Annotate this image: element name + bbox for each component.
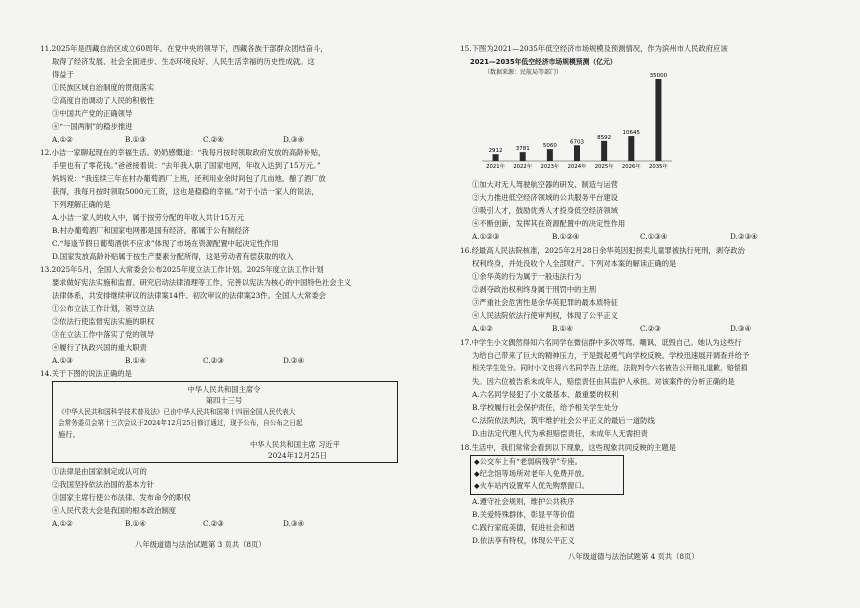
q13-stem-3: 法律体系，共安排继续审议的法律案14件、初次审议的法律案23件。全国人大常委会 — [52, 291, 326, 300]
q11-stem-2: 取得了经济发展、社会全面进步、生态环境良好、人民生活幸福的历史性成就。这 — [52, 57, 315, 66]
q16-option-c: C.②③ — [640, 324, 661, 333]
chart-data-label: 2912 — [488, 148, 503, 155]
q12-stem-5: 下列理解正确的是 — [52, 200, 111, 209]
q14-option-b: B.①④ — [125, 519, 146, 528]
q13-stem-1: 13.2025年5月，全国人大常委会公布2025年度立法工作计划。2025年度立法工作计划 — [40, 265, 324, 274]
q18-option-b: B.关爱特殊群体，彰显平等价值 — [472, 510, 575, 519]
q15-item-3: ③吸引人才，鼓励优秀人才投身低空经济领域 — [472, 206, 618, 215]
q12-stem-4: 获得，我每月按时领取5000元工资，这也是稳稳的幸福。”对于小洁一家人的说法， — [52, 187, 319, 196]
q18-phenomenon-1: ◆公交车上有“老弱病残孕”专座。 — [474, 457, 582, 466]
q11-option-d: D.③④ — [283, 135, 304, 144]
q11-item-3: ③中国共产党的正确领导 — [52, 109, 133, 118]
left-page-footer: 八年级道德与法治试题第 3 页共（8页） — [135, 540, 266, 549]
q13-item-3: ③在立法工作中落实了党的领导 — [52, 330, 155, 339]
chart-tick-label: 2023年 — [540, 164, 560, 170]
chart-tick-label: 2021年 — [486, 164, 505, 170]
chart-data-label: 6703 — [570, 139, 584, 146]
q15-option-b: B.①②④ — [552, 232, 580, 241]
q17-option-a: A.六名同学侵犯了小文最基本、最重要的权利 — [472, 390, 619, 399]
q13-stem-2: 要求做好宪法实施和监督、研究启动法律清理等工作，完善以宪法为核心的中国特色社会主义 — [52, 278, 352, 287]
q15-option-c: C.①③④ — [640, 232, 668, 241]
q14-option-d: D.③④ — [283, 519, 304, 528]
q17-option-d: D.由法定代理人代为承担赔偿责任，未成年人无需担责 — [472, 429, 648, 438]
q13-option-c: C.②③ — [203, 356, 224, 365]
q18-phenomenon-2: ◆纪念馆等场所对老年人免费开放。 — [474, 469, 590, 478]
q17-stem-2: 为给自己带来了巨大的精神压力，于是鼓起勇气向学校反映。学校迅速展开调查并给予 — [472, 351, 750, 360]
chart-bar — [628, 136, 634, 161]
q13-option-d: D.②④ — [283, 356, 304, 365]
q13-item-4: ④履行了执政兴国的重大职责 — [52, 343, 147, 352]
chart-plot — [470, 55, 680, 175]
q12-stem-3: 妈妈说：“我连续三年在村办葡萄酒厂上班，还利用业余时间包了几亩地，酿了酒厂放 — [52, 174, 326, 183]
chart-subtitle: （数据来源：民航局等部门） — [484, 69, 563, 76]
q17-option-c: C.法院依法判决，筑牢维护社会公平正义的最后一道防线 — [472, 416, 655, 425]
q13-option-a: A.①③ — [52, 356, 73, 365]
q16-item-2: ②剥夺政治权利终身属于刑罚中的主刑 — [472, 285, 597, 294]
chart-tick-label: 2035年 — [649, 164, 668, 170]
chart-data-label: 5060 — [542, 143, 557, 150]
q12-option-c: C.“每逢节假日葡萄酒供不应求”体现了市场在资源配置中起决定性作用 — [52, 239, 279, 248]
q17-stem-4: 失。因六位被告系未成年人，赔偿责任由其监护人承担。对该案件的分析正确的是 — [472, 377, 735, 386]
q17-option-b: B.学校履行社会保护责任，给予相关学生处分 — [472, 403, 619, 412]
q18-option-c: C.践行家庭美德，促进社会和谐 — [472, 523, 575, 532]
chart-tick-label: 2024年 — [567, 164, 587, 170]
q14-option-c: C.②③ — [203, 519, 224, 528]
q16-item-3: ③严重社会危害性是余华英犯罪的最本质特征 — [472, 298, 618, 307]
q16-option-d: D.③④ — [730, 324, 751, 333]
q11-item-4: ④“一国两制”的稳步推进 — [52, 122, 133, 131]
q18-option-d: D.依法享有特权，体现公平正义 — [472, 536, 575, 545]
q14-item-4: ④人民代表大会是我国的根本政治制度 — [52, 506, 177, 515]
q14-stem: 14.关于下图的说法正确的是 — [40, 369, 132, 378]
market-size-chart — [470, 55, 680, 175]
decree-title: 中华人民共和国主席令 — [187, 385, 261, 394]
q16-item-4: ④人民法院依法行使审判权，体现了公平正义 — [472, 311, 618, 320]
q12-option-a: A.小洁一家人的收入中，属于按劳分配的年收入共计15万元 — [52, 213, 244, 222]
q13-option-b: B.①④ — [125, 356, 146, 365]
decree-text-1: 《中华人民共和国科学技术普及法》已由中华人民共和国第十四届全国人民代表大 — [58, 408, 296, 416]
decree-number: 第四十三号 — [205, 396, 243, 405]
q16-stem-2: 权利终身，并处没收个人全部财产。下列对本案的解读正确的是 — [472, 259, 677, 268]
q13-item-1: ①公布立法工作计划，领导立法 — [52, 304, 155, 313]
chart-bar — [493, 154, 499, 161]
q16-option-a: A.①② — [472, 324, 493, 333]
q12-stem-2: 手里也有了零花钱。”爸爸接着说：“去年我入职了国家电网，年收入达到了15万元。” — [52, 161, 321, 170]
decree-text-2: 会常务委员会第十三次会议于2024年12月25日修订通过，现予公布，自公布之日起 — [58, 419, 303, 427]
q11-item-2: ②高度自治调动了人民的积极性 — [52, 96, 155, 105]
q15-item-2: ②大力推进低空经济领域的公共服务平台建设 — [472, 193, 618, 202]
q14-option-a: A.①② — [52, 519, 73, 528]
chart-bar — [601, 141, 607, 161]
chart-tick-label: 2025年 — [594, 164, 614, 170]
chart-data-label: 3781 — [515, 146, 530, 153]
q17-stem-1: 17.中学生小文偶然得知六名同学在微信群中多次辱骂、嘲讽、诋毁自己。她认为这些行 — [460, 338, 742, 347]
q12-option-d: D.国家发放高龄补贴属于按生产要素分配所得，这是劳动者有偿获取的收入 — [52, 252, 294, 261]
q18-phenomenon-3: ◆火车站内设置军人优先购票窗口。 — [474, 481, 590, 490]
right-page-footer: 八年级道德与法治试题第 4 页共（8页） — [568, 552, 699, 561]
chart-bar — [547, 149, 553, 161]
q17-stem-3: 相关学生处分。同时小文也将六名同学告上法庭，法院判令六名被告公开赔礼道歉，赔偿损 — [472, 364, 748, 372]
q11-option-b: B.①③ — [125, 135, 146, 144]
q18-stem: 18.生活中，我们常常会看到以下现象，这些现象共同反映的主题是 — [460, 443, 676, 452]
q11-stem-3: 得益于 — [52, 70, 74, 79]
q15-item-4: ④不断创新，发挥其在资源配置中的决定性作用 — [472, 219, 626, 228]
q15-option-d: D.②③④ — [730, 232, 758, 241]
q13-item-2: ②依法行使监督宪法实施的职权 — [52, 317, 155, 326]
decree-date: 2024年12月25日 — [268, 451, 328, 460]
q14-item-3: ③国家主席行使公布法律、发布命令的职权 — [52, 493, 191, 502]
q12-stem-1: 12.小洁一家聊起现在的幸福生活。奶奶感慨道：“我每月按时领取政府发放的高龄补贴， — [40, 148, 326, 157]
q16-option-b: B.①④ — [552, 324, 573, 333]
chart-bar — [520, 152, 526, 161]
q11-option-a: A.①② — [52, 135, 73, 144]
chart-data-label: 35000 — [649, 73, 668, 79]
q14-item-2: ②我国坚持依法治国的基本方针 — [52, 480, 155, 489]
q15-stem: 15.下图为2021—2035年低空经济市场规模及预测情况，作为滨州市人民政府应该 — [460, 44, 728, 53]
q18-option-a: A.遵守社会规则，维护公共秩序 — [472, 497, 575, 506]
chart-bar — [655, 79, 661, 161]
chart-title: 2021—2035年低空经济市场规模预测（亿元） — [470, 58, 617, 66]
q11-option-c: C.②④ — [203, 135, 224, 144]
chart-data-label: 10645 — [622, 130, 641, 137]
chart-data-label: 8592 — [597, 134, 612, 141]
q16-stem-1: 16.经最高人民法院核准，2025年2月28日余华英因犯拐卖儿童罪被执行死刑，剥夺政治 — [460, 246, 745, 255]
q16-item-1: ①余华英的行为属于一般违法行为 — [472, 272, 582, 281]
q11-item-1: ①民族区域自治制度的贯彻落实 — [52, 83, 155, 92]
q12-option-b: B.村办葡萄酒厂和国家电网都是国有经济，都属于公有制经济 — [52, 226, 250, 235]
decree-signature: 中华人民共和国主席 习近平 — [250, 440, 340, 449]
chart-tick-label: 2022年 — [513, 164, 533, 170]
q14-item-1: ①法律是由国家制定或认可的 — [52, 467, 147, 476]
q11-stem-1: 11.2025年是西藏自治区成立60周年。在党中央的领导下，西藏各族干部群众团结奋斗， — [40, 44, 328, 53]
q15-option-a: A.①②③ — [472, 232, 500, 241]
chart-tick-label: 2026年 — [621, 164, 641, 170]
chart-bar — [574, 145, 580, 161]
q15-item-1: ①加大对无人驾驶航空器的研发、制造与运营 — [472, 180, 618, 189]
decree-text-3: 施行。 — [58, 430, 80, 439]
